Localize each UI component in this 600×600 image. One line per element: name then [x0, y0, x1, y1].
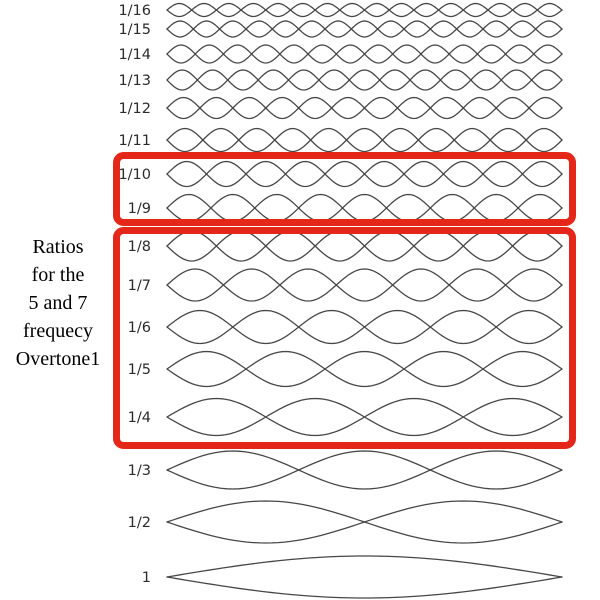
- ratio-label: 1/4: [127, 410, 151, 426]
- ratio-label: 1: [141, 570, 151, 586]
- wave-row: [118, 70, 562, 90]
- wave-curve-upper: [167, 70, 562, 90]
- wave-row: [128, 352, 562, 387]
- wave-curve-upper: [167, 195, 562, 222]
- annotation-line: Ratios: [32, 236, 84, 258]
- ratio-label: 1/5: [127, 362, 151, 378]
- ratio-label: 1/6: [127, 320, 151, 336]
- wave-curve-upper: [167, 129, 562, 152]
- ratio-label: 1/14: [118, 47, 151, 63]
- wave-curve-upper: [167, 45, 562, 63]
- wave-curve-upper: [167, 311, 562, 344]
- ratio-label: 1/8: [127, 239, 151, 255]
- wave-row: [128, 231, 562, 261]
- wave-row: [118, 162, 562, 187]
- annotation-text: [4, 233, 112, 373]
- wave-curve-upper: [167, 231, 562, 261]
- wave-curve-upper: [167, 98, 562, 119]
- wave-curve-lower: [167, 70, 562, 90]
- wave-row: [118, 129, 562, 152]
- wave-curve-upper: [167, 269, 562, 301]
- wave-row: [118, 3, 562, 19]
- wave-curve-upper: [167, 451, 562, 489]
- ratio-label: 1/10: [118, 167, 151, 183]
- wave-row: [118, 21, 562, 38]
- ratio-label: 1/16: [118, 3, 151, 19]
- annotation-line: Overtone1: [15, 348, 101, 370]
- ratio-label: 1/2: [127, 515, 151, 531]
- wave-row: [128, 451, 562, 489]
- wave-row: [128, 399, 562, 436]
- wave-curve-upper: [167, 501, 562, 543]
- wave-row: [128, 311, 562, 344]
- annotation-line: 5 and 7: [28, 292, 88, 314]
- ratio-label: 1/13: [118, 73, 151, 89]
- annotation-line: for the: [31, 264, 85, 286]
- ratio-label: 1/15: [118, 22, 151, 38]
- wave-curve-lower: [167, 195, 562, 222]
- wave-row: [128, 195, 562, 222]
- wave-curve-lower: [167, 451, 562, 489]
- ratio-label: 1/9: [127, 201, 151, 217]
- highlight-box-2: [117, 231, 573, 446]
- wave-curve-lower: [167, 577, 562, 598]
- wave-row: [118, 45, 562, 63]
- wave-curve-lower: [167, 269, 562, 301]
- highlight-box-1: [117, 156, 573, 223]
- ratio-label: 1/7: [127, 278, 151, 294]
- wave-curve-upper: [167, 162, 562, 187]
- wave-curve-upper: [167, 399, 562, 436]
- wave-row: [128, 501, 562, 543]
- ratio-label: 1/12: [118, 101, 151, 117]
- wave-curve-upper: [167, 556, 562, 577]
- wave-row: [128, 269, 562, 301]
- ratio-label: 1/11: [118, 133, 151, 149]
- wave-curve-lower: [167, 129, 562, 152]
- wave-row: [118, 98, 562, 119]
- wave-curve-upper: [167, 4, 562, 17]
- annotation-line: frequecy: [23, 320, 93, 342]
- ratio-label: 1/3: [127, 463, 151, 479]
- wave-row: [142, 556, 562, 598]
